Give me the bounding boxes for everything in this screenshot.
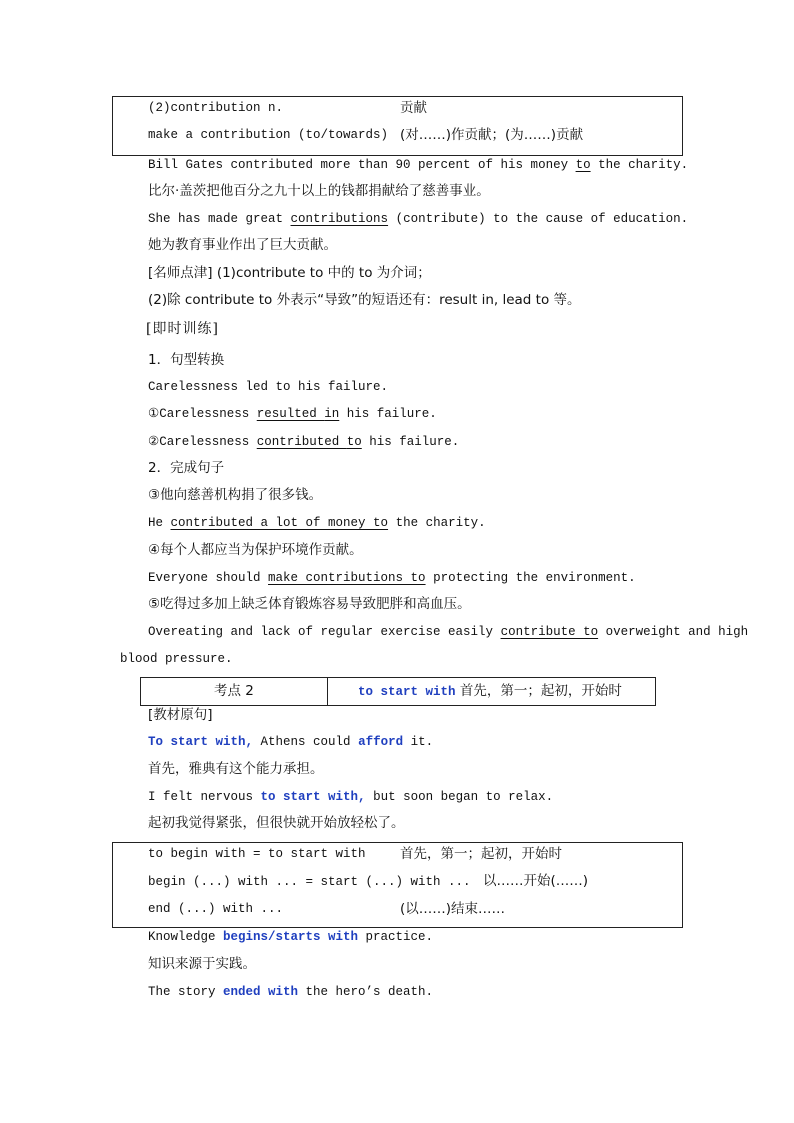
q2-s4-cn: ④每个人都应当为保护环境作贡献。 [148, 542, 363, 558]
example1-cn: 比尔·盖茨把他百分之九十以上的钱都捐献给了慈善事业。 [148, 183, 490, 199]
q1-original: Carelessness led to his failure. [148, 380, 389, 394]
box2-r3-term: end (...) with ... [148, 902, 284, 916]
example1-en: Bill Gates contributed more than 90 percent of his money to the charity. [148, 158, 689, 172]
textbook-heading: [教材原句] [148, 707, 213, 723]
begin-with-box [112, 842, 683, 928]
q2-s3-en: He contributed a lot of money to the charity. [148, 516, 486, 530]
q2-s5-en: Overeating and lack of regular exercise easily contribute to overweight and high [148, 625, 749, 639]
textbook-s1-en: To start with, Athens could afford it. [148, 735, 434, 749]
point2-table [140, 677, 656, 706]
tip-line-2: (2)除 contribute to 外表示“导致”的短语还有：result in, lead to 等。 [148, 292, 581, 308]
box1-row2-term: make a contribution (to/towards) [148, 128, 389, 142]
box1-row2-meaning: (对……)作贡献；(为……)贡献 [400, 127, 584, 143]
tip-line-1: [名师点津] (1)contribute to 中的 to 为介词； [148, 265, 431, 281]
box2-r1-meaning: 首先，第一；起初，开始时 [400, 846, 562, 862]
example3-en: Knowledge begins/starts with practice. [148, 930, 434, 944]
box2-r2-term: begin (...) with ... = start (...) with ... [148, 875, 471, 889]
q2-s4-en: Everyone should make contributions to protecting the environment. [148, 571, 636, 585]
textbook-s1-cn: 首先，雅典有这个能力承担。 [148, 761, 324, 777]
box1-row1-meaning: 贡献 [400, 100, 427, 116]
practice-heading: [即时训练] [146, 321, 219, 337]
contribution-box [112, 96, 683, 156]
q2-s3-cn: ③他向慈善机构捐了很多钱。 [148, 487, 323, 503]
textbook-s2-cn: 起初我觉得紧张，但很快就开始放轻松了。 [148, 815, 405, 831]
q2-s5-cn: ⑤吃得过多加上缺乏体育锻炼容易导致肥胖和高血压。 [148, 596, 471, 612]
point2-label-cell [141, 678, 328, 705]
box2-r2-meaning: 以……开始(……) [483, 873, 589, 889]
q1-answer-a: ①Carelessness resulted in his failure. [148, 407, 437, 421]
example2-cn: 她为教育事业作出了巨大贡献。 [148, 237, 337, 253]
q2-s5-en-cont: blood pressure. [120, 652, 233, 666]
box2-r1-term: to begin with = to start with [148, 847, 366, 861]
box1-row1-term: (2)contribution n. [148, 101, 284, 115]
box2-r3-meaning: (以……)结束…… [400, 901, 506, 917]
example3-cn: 知识来源于实践。 [148, 956, 256, 972]
q1-answer-b: ②Carelessness contributed to his failure. [148, 435, 460, 449]
example2-en: She has made great contributions (contribute) to the cause of education. [148, 212, 689, 226]
textbook-s2-en: I felt nervous to start with, but soon began to relax. [148, 790, 554, 804]
q2-title: 2．完成句子 [148, 460, 225, 476]
point2-label: 考点 2 [214, 683, 254, 699]
example4-en: The story ended with the hero’s death. [148, 985, 434, 999]
q1-title: 1．句型转换 [148, 352, 225, 368]
point2-phrase-cell: to start with 首先，第一；起初，开始时 [358, 683, 622, 699]
